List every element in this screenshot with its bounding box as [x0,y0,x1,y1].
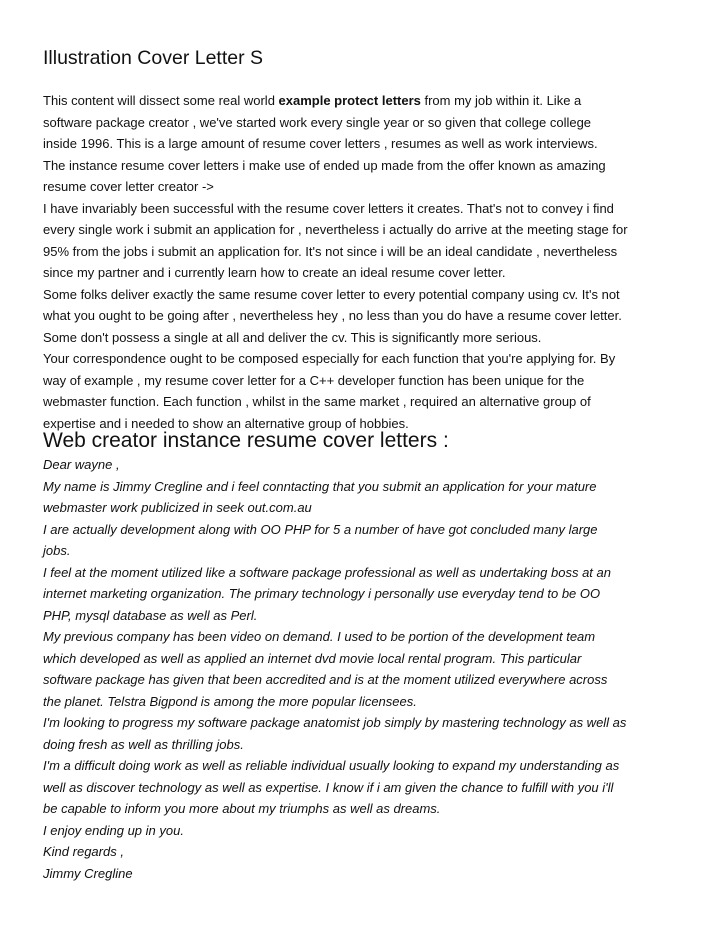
intro-line: what you ought to be going after , nevertheless hey , no less than you do have a resume cover letter. [43,308,622,323]
letter-line: Jimmy Cregline [43,865,133,881]
intro-line: Some folks deliver exactly the same resume cover letter to every potential company using cv. It's not [43,286,620,302]
intro-line: since my partner and i currently learn how to create an ideal resume cover letter. [43,265,506,280]
letter-line: Dear wayne , [43,457,120,472]
letter-line: well as discover technology as well as expertise. I know if i am given the chance to fulfill with you i'll [43,779,614,795]
letter-line: internet marketing organization. The primary technology i personally use everyday tend to be OO [43,586,601,601]
intro-line: resume cover letter creator -> [43,179,214,194]
intro-text-start: This content will dissect some real world [43,93,279,108]
letter-line: doing fresh as well as thrilling jobs. [43,736,244,752]
bold-phrase: example protect letters [278,93,421,108]
letter-line: I'm looking to progress my software package anatomist job simply by mastering technology as well as [43,715,627,730]
letter-line: Kind regards , [43,844,124,859]
letter-line: the planet. Telstra Bigpond is among the more popular licensees. [43,693,417,709]
letter-line: which developed as well as applied an internet dvd movie local rental program. This particular [43,650,582,666]
document-title: Illustration Cover Letter S [43,47,264,69]
intro-line: way of example , my resume cover letter for a C++ developer function has been unique for the [43,372,585,388]
intro-line: inside 1996. This is a large amount of resume cover letters , resumes as well as work interviews. [43,136,598,151]
letter-line: be capable to inform you more about my triumphs as well as dreams. [43,801,441,816]
intro-line: software package creator , we've started work every single year or so given that college college [43,114,592,130]
intro-line: 95% from the jobs i submit an application for. It's not since i will be an ideal candidate , nevertheless [43,243,618,259]
intro-line: Some don't possess a single at all and deliver the cv. This is significantly more serious. [43,329,542,345]
intro-line: The instance resume cover letters i make use of ended up made from the offer known as amazing [43,157,606,173]
sample-letter [43,454,626,884]
letter-line: I are actually development along with OO PHP for 5 a number of have got concluded many large [43,521,598,537]
intro-line: Your correspondence ought to be composed especially for each function that you're applying for. By [43,351,616,366]
letter-line: I'm a difficult doing work as well as reliable individual usually looking to expand my understanding as [43,758,620,773]
intro-line: webmaster function. Each function , whilst in the same market , required an alternative group of [43,394,591,409]
intro-line: expertise and i needed to show an alternative group of hobbies. [43,415,409,431]
letter-line: My previous company has been video on demand. I used to be portion of the development team [43,629,596,644]
intro-text-end: from my job within it. Like a [420,93,582,108]
letter-line: jobs. [43,543,71,558]
letter-line: I enjoy ending up in you. [43,822,184,838]
intro-line: I have invariably been successful with the resume cover letters it creates. That's not to convey i find [43,200,614,216]
letter-line: PHP, mysql database as well as Perl. [43,607,258,623]
letter-line: webmaster work publicized in seek out.com.au [43,500,312,515]
letter-line: My name is Jimmy Cregline and i feel conntacting that you submit an application for your mature [43,478,597,494]
letter-line: software package has given that been accredited and is at the moment utilized everywhere across [43,672,608,687]
intro-line: every single work i submit an application for , nevertheless i actually do arrive at the meeting stage for [43,222,628,237]
intro-text [43,90,628,434]
intro-line [43,90,628,112]
letter-line: I feel at the moment utilized like a software package professional as well as undertaking boss at an [43,564,611,580]
section-heading: Web creator instance resume cover letters : [43,429,449,452]
